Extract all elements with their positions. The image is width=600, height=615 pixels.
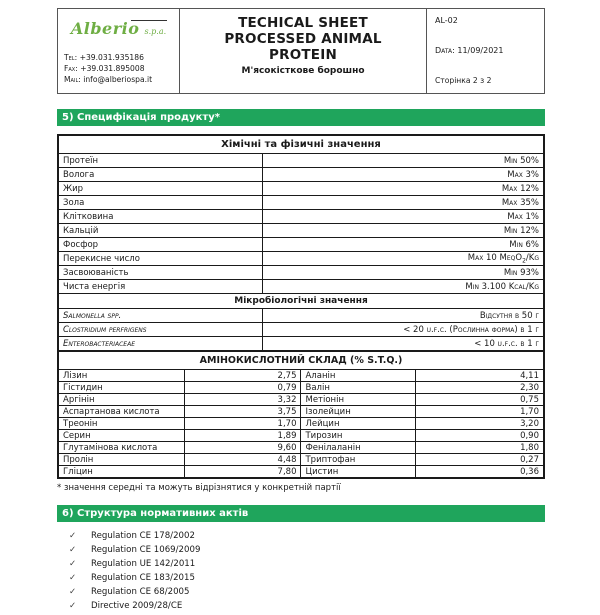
section6-heading: 6) Структура нормативних актів (57, 505, 545, 522)
chem-label: Кальцій (58, 224, 262, 238)
amino-name: Валін (301, 382, 415, 394)
table-row (58, 280, 544, 294)
amino-value: 0,90 (415, 430, 544, 442)
contact-tel: Tel: +39.031.935186 (64, 53, 144, 62)
amino-table (57, 351, 545, 479)
amino-table-title: АМІНОКИСЛОТНИЙ СКЛАД (% S.T.Q.) (58, 352, 544, 370)
table-row (58, 309, 544, 323)
company-name: Alberio (70, 19, 140, 38)
header-info-cell (426, 9, 546, 93)
table-row (58, 266, 544, 280)
micro-title-row (58, 294, 544, 309)
spec-table (57, 134, 545, 351)
micro-value: Відсутня в 50 г (262, 309, 544, 323)
amino-name: Метіонін (301, 394, 415, 406)
check-icon: ✓ (69, 531, 77, 541)
micro-label: Salmonella spp. (58, 309, 262, 323)
list-item (69, 587, 545, 601)
amino-name: Аланін (301, 370, 415, 382)
amino-value: 1,70 (184, 418, 301, 430)
amino-value: 1,89 (184, 430, 301, 442)
section5-heading: 5) Специфікація продукту* (57, 109, 545, 126)
table-row (58, 168, 544, 182)
chem-label: Засвоюваність (58, 266, 262, 280)
document-title-line: PROTEIN (269, 47, 337, 63)
chem-value: Min 50% (262, 154, 544, 168)
chem-label: Волога (58, 168, 262, 182)
check-icon: ✓ (69, 601, 77, 611)
document-header (57, 8, 545, 94)
amino-name: Глутамінова кислота (58, 442, 184, 454)
check-icon: ✓ (69, 559, 77, 569)
table-row (58, 466, 544, 479)
chem-label: Клітковина (58, 210, 262, 224)
chem-table-title: Хімічні та фізичні значення (58, 135, 544, 154)
amino-value: 3,20 (415, 418, 544, 430)
chem-value: Max 3% (262, 168, 544, 182)
company-contacts (64, 52, 173, 85)
table-row (58, 252, 544, 266)
amino-value: 1,80 (415, 442, 544, 454)
micro-label: Clostridium perfrigens (58, 323, 262, 337)
amino-title-row (58, 352, 544, 370)
chem-label: Жир (58, 182, 262, 196)
chem-label: Перекисне число (58, 252, 262, 266)
table-row (58, 224, 544, 238)
amino-name: Цистин (301, 466, 415, 479)
table-row (58, 238, 544, 252)
contact-mail: Mail: info@alberiospa.it (64, 75, 153, 84)
chem-value: Max 12% (262, 182, 544, 196)
regulation-label: Directive 2009/28/CE (91, 601, 183, 611)
regulation-label: Regulation CE 1069/2009 (91, 545, 201, 555)
doc-date: Data: 11/09/2021 (435, 46, 504, 55)
micro-value: < 20 u.f.c. (Рослинна форма) в 1 г (262, 323, 544, 337)
company-logo (64, 19, 173, 45)
table-row (58, 323, 544, 337)
amino-value: 0,36 (415, 466, 544, 479)
contact-fax: Fax: +39.031.895008 (64, 64, 145, 73)
list-item (69, 573, 545, 587)
logo-overline (131, 20, 167, 21)
amino-value: 0,75 (415, 394, 544, 406)
document-title-line: TECHICAL SHEET (238, 15, 368, 31)
micro-table-title: Мікробіологічні значення (58, 294, 544, 309)
spec-footnote: * значення середні та можуть відрізнятися у конкретній партії (57, 483, 341, 493)
table-row (58, 154, 544, 168)
chem-value: Max 35% (262, 196, 544, 210)
amino-value: 0,79 (184, 382, 301, 394)
list-item (69, 531, 545, 545)
amino-value: 9,60 (184, 442, 301, 454)
micro-value: < 10 u.f.c. в 1 г (262, 337, 544, 351)
table-row (58, 370, 544, 382)
amino-name: Гліцин (58, 466, 184, 479)
amino-name: Аргінін (58, 394, 184, 406)
chem-value: Min 93% (262, 266, 544, 280)
amino-value: 7,80 (184, 466, 301, 479)
regulation-label: Regulation CE 178/2002 (91, 531, 195, 541)
table-row (58, 442, 544, 454)
table-row (58, 196, 544, 210)
regulation-label: Regulation CE 183/2015 (91, 573, 195, 583)
table-row (58, 394, 544, 406)
chem-label: Протеїн (58, 154, 262, 168)
doc-code: AL-02 (435, 16, 458, 25)
regulation-label: Regulation UE 142/2011 (91, 559, 196, 569)
regulation-label: Regulation CE 68/2005 (91, 587, 190, 597)
amino-name: Серин (58, 430, 184, 442)
chem-value: Min 6% (262, 238, 544, 252)
micro-label: Enterobacteriaceae (58, 337, 262, 351)
amino-value: 1,70 (415, 406, 544, 418)
table-row (58, 454, 544, 466)
amino-name: Пролін (58, 454, 184, 466)
amino-value: 0,27 (415, 454, 544, 466)
check-icon: ✓ (69, 545, 77, 555)
amino-name: Триптофан (301, 454, 415, 466)
table-row (58, 337, 544, 351)
chem-value: Max 10 MeqO$_2$/Kg (262, 252, 544, 266)
chem-value: Min 12% (262, 224, 544, 238)
list-item (69, 559, 545, 573)
amino-name: Фенілаланін (301, 442, 415, 454)
chem-title-row (58, 135, 544, 154)
chem-label: Фосфор (58, 238, 262, 252)
amino-value: 3,32 (184, 394, 301, 406)
chem-label: Зола (58, 196, 262, 210)
amino-name: Лейцин (301, 418, 415, 430)
chem-label: Чиста енергія (58, 280, 262, 294)
amino-name: Треонін (58, 418, 184, 430)
check-icon: ✓ (69, 587, 77, 597)
table-row (58, 418, 544, 430)
document-subtitle: М'ясокісткове борошно (241, 66, 365, 76)
amino-value: 2,75 (184, 370, 301, 382)
table-row (58, 430, 544, 442)
amino-value: 2,30 (415, 382, 544, 394)
document-content (57, 8, 545, 615)
amino-name: Тирозин (301, 430, 415, 442)
amino-name: Аспартанова кислота (58, 406, 184, 418)
amino-name: Лізин (58, 370, 184, 382)
table-row (58, 182, 544, 196)
document-title-line: PROCESSED ANIMAL (224, 31, 382, 47)
company-suffix: s.p.a. (144, 27, 167, 36)
check-icon: ✓ (69, 573, 77, 583)
page-number: Сторінка 2 з 2 (435, 76, 492, 85)
table-row (58, 382, 544, 394)
amino-name: Гістидин (58, 382, 184, 394)
chem-value: Max 1% (262, 210, 544, 224)
amino-name: Ізолейцин (301, 406, 415, 418)
chem-value: Min 3.100 Kcal/Kg (262, 280, 544, 294)
amino-value: 4,11 (415, 370, 544, 382)
amino-value: 3,75 (184, 406, 301, 418)
list-item (69, 601, 545, 615)
table-row (58, 406, 544, 418)
amino-value: 4,48 (184, 454, 301, 466)
table-row (58, 210, 544, 224)
header-title-cell (179, 9, 426, 93)
list-item (69, 545, 545, 559)
header-logo-cell (58, 9, 179, 93)
regulations-list (57, 531, 545, 615)
